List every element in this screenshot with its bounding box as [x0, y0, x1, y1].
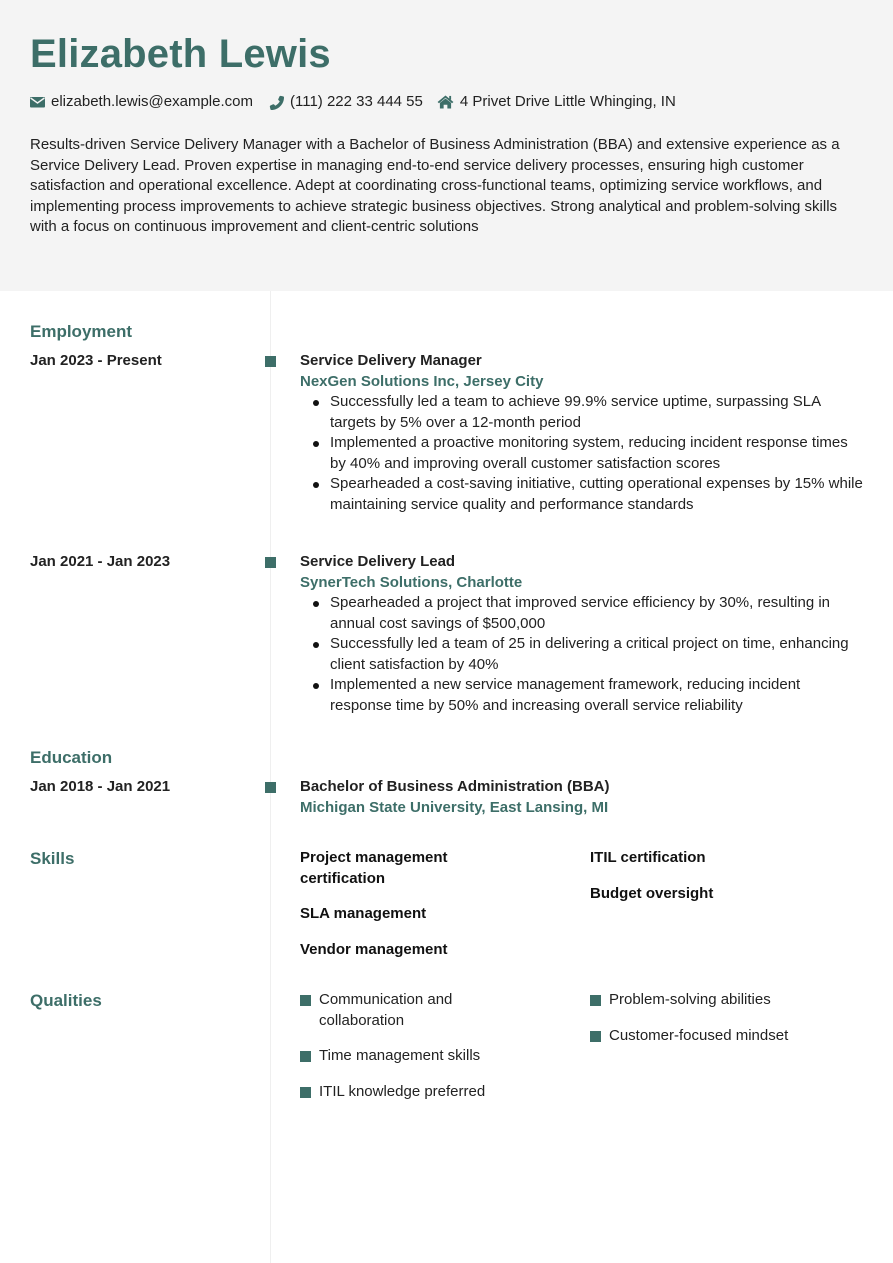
achievement-item: Implemented a proactive monitoring system, reducing incident response times by 40% and improving overall customer satisfaction scores — [300, 433, 865, 474]
skill-item: Project management certification — [300, 849, 448, 887]
entry-body — [300, 552, 865, 717]
skills-grid — [300, 848, 880, 975]
job-title: Service Delivery Manager — [300, 352, 482, 369]
skills-column — [300, 848, 590, 975]
envelope-icon — [30, 96, 45, 108]
quality-item — [300, 1046, 540, 1067]
quality-text: Communication and collaboration — [319, 991, 453, 1029]
section-title-education: Education — [30, 748, 113, 767]
timeline-marker — [265, 557, 276, 568]
achievement-item: Implemented a new service management framework, reducing incident response time by 50% and increasing overall service reliability — [300, 675, 865, 716]
skill-item: ITIL certification — [590, 849, 706, 866]
achievement-list — [300, 392, 865, 516]
section-title-skills: Skills — [30, 849, 75, 868]
resume-header — [0, 0, 893, 291]
phone-text: (111) 222 33 444 55 — [289, 93, 423, 110]
quality-item — [590, 1026, 830, 1047]
achievement-item: Spearheaded a project that improved service efficiency by 30%, resulting in annual cost savings of $500,000 — [300, 593, 865, 634]
quality-item — [590, 990, 830, 1011]
square-bullet-icon — [300, 1051, 311, 1062]
quality-text: Problem-solving abilities — [609, 991, 771, 1008]
quality-item — [300, 1082, 540, 1103]
qualities-column — [590, 990, 880, 1117]
entry-body — [300, 351, 865, 516]
entry-dates: Jan 2018 - Jan 2021 — [30, 778, 171, 795]
contact-row — [30, 92, 863, 112]
quality-text: Time management skills — [319, 1047, 481, 1065]
skills-column — [590, 848, 880, 975]
section-title-employment: Employment — [30, 322, 133, 341]
square-bullet-icon — [300, 995, 311, 1006]
square-bullet-icon — [590, 1031, 601, 1042]
achievement-item: Spearheaded a cost-saving initiative, cutting operational expenses by 15% while maintaining service quality and performance standards — [300, 474, 865, 515]
square-bullet-icon — [300, 1087, 311, 1098]
quality-text: ITIL knowledge preferred — [319, 1082, 486, 1100]
company-name: SynerTech Solutions, Charlotte — [300, 573, 523, 591]
entry-dates: Jan 2021 - Jan 2023 — [30, 553, 171, 570]
skill-item: Vendor management — [300, 940, 448, 958]
job-title: Service Delivery Lead — [300, 553, 456, 570]
quality-item — [300, 990, 540, 1031]
achievement-item: Successfully led a team to achieve 99.9% service uptime, surpassing SLA targets by 5% over a 12-month period — [300, 392, 865, 433]
timeline-marker — [265, 356, 276, 367]
company-name: NexGen Solutions Inc, Jersey City — [300, 372, 544, 390]
candidate-name: Elizabeth Lewis — [30, 32, 331, 76]
quality-text: Customer-focused mindset — [609, 1026, 789, 1044]
phone-icon — [269, 95, 284, 110]
home-icon — [437, 95, 454, 109]
timeline-marker — [265, 782, 276, 793]
achievement-item: Successfully led a team of 25 in delivering a critical project on time, enhancing client satisfaction by 40% — [300, 634, 865, 675]
entry-dates: Jan 2023 - Present — [30, 352, 162, 369]
skill-item: SLA management — [300, 905, 427, 922]
contact-address — [437, 92, 676, 112]
address-text: 4 Privet Drive Little Whinging, IN — [459, 93, 676, 110]
achievement-list — [300, 593, 865, 717]
degree-title: Bachelor of Business Administration (BBA) — [300, 778, 610, 795]
profile-summary: Results-driven Service Delivery Manager with a Bachelor of Business Administration (BBA) and extensive experience as a Service Delivery Lead. Proven expertise in managing end-to-end service delivery processes, ensuring high customer satisfaction and operational excellence. Adept at coordinating cross-functional teams, optimizing service workflows, and implementing process improvements to achieve strategic business objectives. Strong analytical and problem-solving skills with a focus on continuous improvement and client-centric solutions — [30, 136, 840, 236]
qualities-grid — [300, 990, 880, 1117]
contact-email[interactable] — [30, 92, 253, 112]
square-bullet-icon — [590, 995, 601, 1006]
qualities-column — [300, 990, 590, 1117]
entry-body — [300, 777, 865, 818]
section-title-qualities: Qualities — [30, 991, 102, 1010]
column-divider — [270, 291, 271, 1263]
school-name: Michigan State University, East Lansing, MI — [300, 798, 609, 816]
contact-phone[interactable] — [269, 92, 423, 112]
skill-item: Budget oversight — [590, 884, 714, 902]
email-text: elizabeth.lewis@example.com — [51, 93, 253, 110]
